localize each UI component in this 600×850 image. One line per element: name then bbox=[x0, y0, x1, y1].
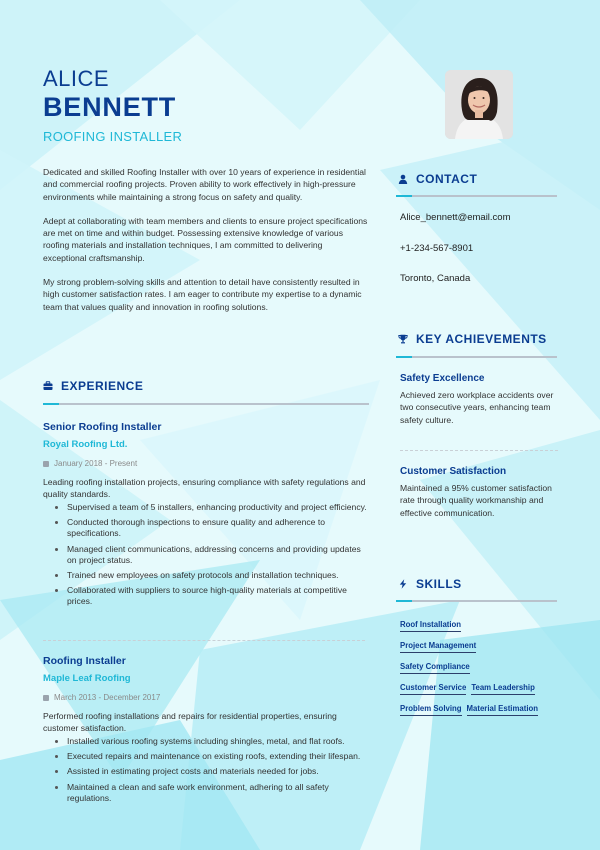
job-divider bbox=[43, 640, 365, 641]
trophy-icon bbox=[398, 334, 408, 344]
contact-phone[interactable]: +1-234-567-8901 bbox=[400, 243, 474, 254]
achievement-description: Achieved zero workplace accidents over two consecutive years, enhancing team safety culture. bbox=[400, 390, 554, 425]
profile-summary bbox=[43, 166, 368, 325]
summary-paragraph: Dedicated and skilled Roofing Installer with over 10 years of experience in residential and commercial roofing projects. Proven ability to work effectively in high-pressure environments while maintaining a strong focus on safety and quality. bbox=[43, 167, 366, 202]
skills-list bbox=[400, 620, 565, 725]
experience-heading bbox=[43, 379, 143, 393]
job-bullet: Conducted thorough inspections to ensure quality and adherence to specifications. bbox=[54, 517, 368, 539]
job-entry bbox=[43, 421, 368, 612]
summary-paragraph: My strong problem-solving skills and attention to detail have consistently resulted in high customer satisfaction rates. I am eager to contribute my expertise to a dynamic team that values quality and innovation in roofing solutions. bbox=[43, 277, 362, 312]
briefcase-icon bbox=[43, 381, 53, 391]
job-description: Performed roofing installations and repairs for residential properties, ensuring customer satisfaction. bbox=[43, 711, 337, 733]
skill-tag: Team Leadership bbox=[471, 683, 535, 695]
last-name: BENNETT bbox=[43, 92, 177, 122]
job-company: Royal Roofing Ltd. bbox=[43, 439, 128, 450]
profile-photo bbox=[445, 70, 513, 139]
achievements-rule bbox=[396, 356, 557, 358]
achievement-divider bbox=[400, 450, 558, 451]
summary-paragraph: Adept at collaborating with team members and clients to ensure project specifications are met on time and within budget. Possessing extensive knowledge of various roofing materials and installation techniques, I am committed to delivering exceptional craftsmanship. bbox=[43, 215, 368, 263]
job-bullet: Assisted in estimating project costs and materials needed for jobs. bbox=[54, 766, 368, 777]
contact-email[interactable]: Alice_bennett@email.com bbox=[400, 212, 511, 223]
skill-row bbox=[400, 704, 565, 716]
skill-tag: Material Estimation bbox=[467, 704, 539, 716]
job-bullet: Supervised a team of 5 installers, enhancing productivity and project efficiency. bbox=[54, 502, 368, 513]
job-bullet: Executed repairs and maintenance on existing roofs, extending their lifespan. bbox=[54, 751, 368, 762]
achievement-item bbox=[400, 466, 560, 519]
job-bullets bbox=[54, 502, 368, 608]
skills-heading bbox=[398, 577, 462, 591]
job-bullets bbox=[54, 736, 368, 804]
job-description: Leading roofing installation projects, ensuring compliance with safety regulations and quality standards. bbox=[43, 477, 366, 499]
skill-tag: Roof Installation bbox=[400, 620, 461, 632]
contact-rule bbox=[396, 195, 557, 197]
job-role: Roofing Installer bbox=[43, 655, 126, 667]
job-bullet: Trained new employees on safety protocols and installation techniques. bbox=[54, 570, 368, 581]
person-icon bbox=[398, 174, 408, 184]
skill-tag: Project Management bbox=[400, 641, 476, 653]
skill-tag: Safety Compliance bbox=[400, 662, 470, 674]
contact-heading bbox=[398, 172, 477, 186]
skill-tag: Problem Solving bbox=[400, 704, 462, 716]
job-bullet: Installed various roofing systems including shingles, metal, and flat roofs. bbox=[54, 736, 368, 747]
achievements-heading-label: KEY ACHIEVEMENTS bbox=[416, 332, 547, 346]
job-dates-text: January 2018 - Present bbox=[54, 459, 138, 468]
job-bullet: Collaborated with suppliers to source high-quality materials at competitive prices. bbox=[54, 585, 368, 607]
job-bullet: Maintained a clean and safe work environment, adhering to all safety regulations. bbox=[54, 782, 368, 804]
achievement-title: Safety Excellence bbox=[400, 373, 485, 384]
experience-rule bbox=[43, 403, 369, 405]
calendar-icon bbox=[43, 695, 49, 701]
lightning-icon bbox=[398, 579, 408, 589]
achievements-heading bbox=[398, 332, 547, 346]
skills-heading-label: SKILLS bbox=[416, 577, 462, 591]
job-dates bbox=[43, 459, 368, 468]
contact-location: Toronto, Canada bbox=[400, 273, 471, 284]
achievement-title: Customer Satisfaction bbox=[400, 466, 507, 477]
job-company: Maple Leaf Roofing bbox=[43, 673, 131, 684]
skill-row bbox=[400, 662, 565, 674]
job-bullet: Managed client communications, addressing concerns and providing updates on project status. bbox=[54, 544, 368, 566]
skill-row bbox=[400, 683, 565, 695]
job-title: ROOFING INSTALLER bbox=[43, 129, 183, 144]
first-name: ALICE bbox=[43, 66, 110, 91]
job-entry bbox=[43, 655, 368, 808]
skill-row bbox=[400, 620, 565, 632]
skill-row bbox=[400, 641, 565, 653]
experience-heading-label: EXPERIENCE bbox=[61, 379, 144, 393]
profile-photo-image bbox=[445, 70, 513, 139]
skills-rule bbox=[396, 600, 557, 602]
job-dates bbox=[43, 693, 368, 702]
contact-heading-label: CONTACT bbox=[416, 172, 478, 186]
skill-tag: Customer Service bbox=[400, 683, 466, 695]
achievement-item bbox=[400, 373, 560, 426]
job-role: Senior Roofing Installer bbox=[43, 421, 162, 433]
achievement-description: Maintained a 95% customer satisfaction rate through quality workmanship and effective communication. bbox=[400, 483, 552, 518]
job-dates-text: March 2013 - December 2017 bbox=[54, 693, 161, 702]
calendar-icon bbox=[43, 461, 49, 467]
